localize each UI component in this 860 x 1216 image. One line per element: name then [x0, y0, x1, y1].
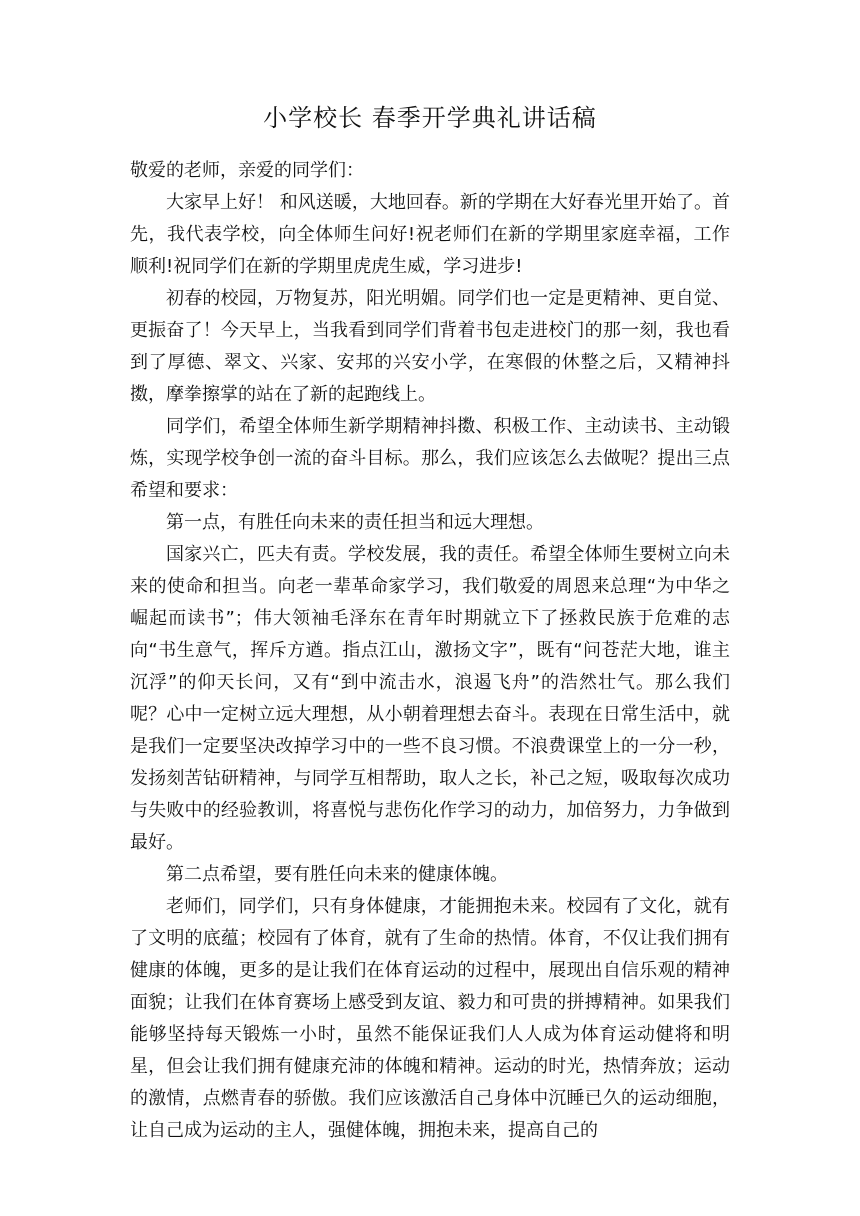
point-one-heading: 第一点，有胜任向未来的责任担当和远大理想。 [166, 512, 544, 533]
salutation: 敬爱的老师，亲爱的同学们： [130, 160, 364, 181]
paragraph-campus: 初春的校园，万物复苏，阳光明媚。同学们也一定是更精神、更自觉、更振奋了！今天早上，当我看到同学们背着书包走进校门的那一刻，我也看到了厚德、翠文、兴家、安邦的兴安小学，在寒假的休整之后，又精神抖擞，摩拳擦掌的站在了新的起跑线上。 [130, 288, 730, 405]
paragraph-greeting: 大家早上好！ 和风送暖，大地回春。新的学期在大好春光里开始了。首先，我代表学校，向全体师生问好!祝老师们在新的学期里家庭幸福，工作顺利!祝同学们在新的学期里虎虎生威，学习进步! [130, 192, 730, 277]
document-body [130, 155, 730, 1147]
paragraph-health: 老师们，同学们，只有身体健康，才能拥抱未来。校园有了文化，就有了文明的底蕴；校园有了体育，就有了生命的热情。体育，不仅让我们拥有健康的体魄，更多的是让我们在体育运动的过程中，展现出自信乐观的精神面貌；让我们在体育赛场上感受到友谊、毅力和可贵的拼搏精神。如果我们能够坚持每天锻炼一小时，虽然不能保证我们人人成为体育运动健将和明星，但会让我们拥有健康充沛的体魄和精神。运动的时光，热情奔放；运动的激情，点燃青春的骄傲。我们应该激活自己身体中沉睡已久的运动细胞，让自己成为运动的主人，强健体魄，拥抱未来，提高自己的 [130, 896, 730, 1141]
point-two-heading: 第二点希望，要有胜任向未来的健康体魄。 [166, 864, 508, 885]
paragraph-ideals: 国家兴亡，匹夫有责。学校发展，我的责任。希望全体师生要树立向未来的使命和担当。向老一辈革命家学习，我们敬爱的周恩来总理“为中华之崛起而读书”；伟大领袖毛泽东在青年时期就立下了拯救民族于危难的志向“书生意气，挥斥方遒。指点江山，激扬文字”，既有“问苍茫大地，谁主沉浮”的仰天长问，又有“到中流击水，浪遏飞舟”的浩然壮气。那么我们呢？心中一定树立远大理想，从小朝着理想去奋斗。表现在日常生活中，就是我们一定要坚决改掉学习中的一些不良习惯。不浪费课堂上的一分一秒，发扬刻苦钻研精神，与同学互相帮助，取人之长，补己之短，吸取每次成功与失败中的经验教训，将喜悦与悲伤化作学习的动力，加倍努力，力争做到最好。 [130, 544, 730, 853]
document-title: 小学校长 春季开学典礼讲话稿 [263, 104, 597, 132]
paragraph-expectations: 同学们，希望全体师生新学期精神抖擞、积极工作、主动读书、主动锻炼，实现学校争创一流的奋斗目标。那么，我们应该怎么去做呢？提出三点希望和要求： [130, 416, 730, 501]
